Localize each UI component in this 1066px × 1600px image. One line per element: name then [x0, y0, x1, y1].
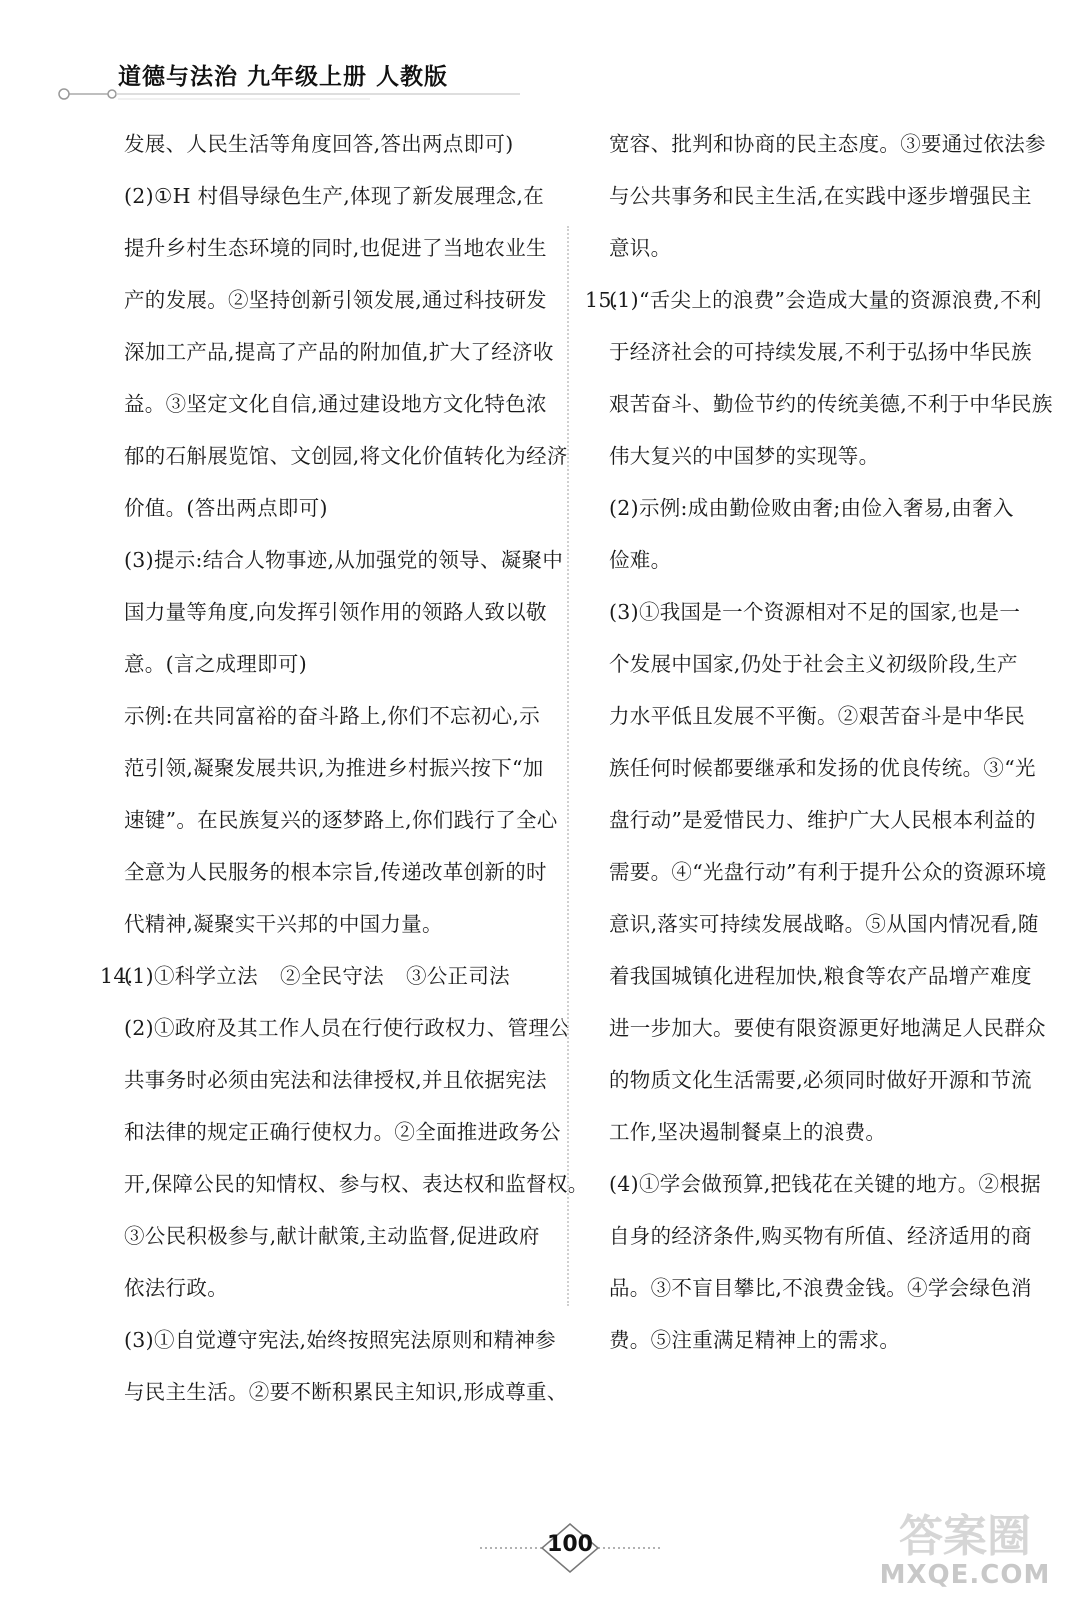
answer-line: ③公民积极参与,献计献策,主动监督,促进政府 — [124, 1224, 540, 1248]
answer-line: 需要。④“光盘行动”有利于提升公众的资源环境 — [609, 860, 1047, 884]
answer-line — [585, 274, 1042, 326]
answer-line: 示例:在共同富裕的奋斗路上,你们不忘初心,示 — [124, 704, 541, 728]
answer-line: 产的发展。②坚持创新引领发展,通过科技研发 — [124, 288, 547, 312]
answer-line: 费。⑤注重满足精神上的需求。 — [609, 1328, 901, 1352]
answer-line: (4)①学会做预算,把钱花在关键的地方。②根据 — [609, 1172, 1041, 1196]
answer-line: 依法行政。 — [124, 1276, 228, 1300]
book-title: 道德与法治 九年级上册 人教版 — [118, 64, 449, 90]
answer-line: (3)提示:结合人物事迹,从加强党的领导、凝聚中 — [124, 548, 564, 572]
answer-part: ②全民守法 — [279, 964, 384, 988]
column-divider — [567, 226, 569, 1306]
answer-line: 盘行动”是爱惜民力、维护广大人民根本利益的 — [609, 808, 1036, 832]
answer-line: 代精神,凝聚实干兴邦的中国力量。 — [124, 912, 443, 936]
answer-line: 提升乡村生态环境的同时,也促进了当地农业生 — [124, 236, 547, 260]
answer-line: 艰苦奋斗、勤俭节约的传统美德,不利于中华民族 — [609, 392, 1053, 416]
answer-line: 自身的经济条件,购买物有所值、经济适用的商 — [609, 1224, 1032, 1248]
answer-line: 伟大复兴的中国梦的实现等。 — [609, 444, 880, 468]
answer-line: 国力量等角度,向发挥引领作用的领路人致以敬 — [124, 600, 547, 624]
page-footer — [470, 1520, 670, 1580]
site-watermark — [870, 1500, 1060, 1595]
answer-line: 益。③坚定文化自信,通过建设地方文化特色浓 — [124, 392, 547, 416]
answer-line: 品。③不盲目攀比,不浪费金钱。④学会绿色消 — [609, 1276, 1032, 1300]
question-number: 14. — [100, 964, 134, 988]
answer-line: 进一步加大。要使有限资源更好地满足人民群众 — [609, 1016, 1046, 1040]
answer-line: 意识,落实可持续发展战略。⑤从国内情况看,随 — [609, 912, 1039, 936]
answer-line: 和法律的规定正确行使权力。②全面推进政务公 — [124, 1120, 561, 1144]
answer-line: 宽容、批判和协商的民主态度。③要通过依法参 — [609, 132, 1046, 156]
watermark-logo-text: 答案圈 — [899, 1511, 1031, 1562]
answer-line: 共事务时必须由宪法和法律授权,并且依据宪法 — [124, 1068, 547, 1092]
right-column — [585, 118, 1053, 1366]
question-number: 15. — [585, 288, 619, 312]
answer-line: 速键”。在民族复兴的逐梦路上,你们践行了全心 — [124, 808, 558, 832]
answer-line: (2)①H 村倡导绿色生产,体现了新发展理念,在 — [124, 184, 545, 208]
answer-line: 意。(言之成理即可) — [124, 652, 307, 676]
answer-line: 工作,坚决遏制餐桌上的浪费。 — [609, 1120, 887, 1144]
page-number: 100 — [547, 1532, 593, 1557]
answer-text: (1)“舌尖上的浪费”会造成大量的资源浪费,不利 — [609, 288, 1042, 312]
answer-line: (3)①我国是一个资源相对不足的国家,也是一 — [609, 600, 1021, 624]
left-column — [100, 118, 589, 1418]
answer-line: 与民主生活。②要不断积累民主知识,形成尊重、 — [124, 1380, 568, 1404]
answer-line: 俭难。 — [609, 548, 672, 572]
answer-line: 发展、人民生活等角度回答,答出两点即可) — [124, 132, 514, 156]
answer-line: 深加工产品,提高了产品的附加值,扩大了经济收 — [124, 340, 554, 364]
answer-line: 族任何时候都要继承和发扬的优良传统。③“光 — [609, 756, 1036, 780]
answer-line — [100, 950, 555, 1002]
answer-line: 力水平低且发展不平衡。②艰苦奋斗是中华民 — [609, 704, 1025, 728]
answer-part: (1)①科学立法 — [124, 964, 258, 988]
answer-line: 意识。 — [609, 236, 672, 260]
answer-line: 的物质文化生活需要,必须同时做好开源和节流 — [609, 1068, 1032, 1092]
answer-line: 开,保障公民的知情权、参与权、表达权和监督权。 — [124, 1172, 589, 1196]
answer-line: 郁的石斛展览馆、文创园,将文化价值转化为经济 — [124, 444, 568, 468]
answer-line: 全意为人民服务的根本宗旨,传递改革创新的时 — [124, 860, 547, 884]
answer-line: 与公共事务和民主生活,在实践中逐步增强民主 — [609, 184, 1032, 208]
answer-line: (2)①政府及其工作人员在行使行政权力、管理公 — [124, 1016, 570, 1040]
answer-line: 范引领,凝聚发展共识,为推进乡村振兴按下“加 — [124, 756, 544, 780]
answer-line: 着我国城镇化进程加快,粮食等农产品增产难度 — [609, 964, 1032, 988]
watermark-domain: MXQE.COM — [879, 1560, 1051, 1590]
answer-part: ③公正司法 — [405, 964, 510, 988]
answer-line: (2)示例:成由勤俭败由奢;由俭入奢易,由奢入 — [609, 496, 1014, 520]
answer-line: 个发展中国家,仍处于社会主义初级阶段,生产 — [609, 652, 1018, 676]
page-header — [0, 0, 1066, 110]
answer-line: (3)①自觉遵守宪法,始终按照宪法原则和精神参 — [124, 1328, 556, 1352]
answer-line: 价值。(答出两点即可) — [124, 496, 328, 520]
answer-line: 于经济社会的可持续发展,不利于弘扬中华民族 — [609, 340, 1032, 364]
